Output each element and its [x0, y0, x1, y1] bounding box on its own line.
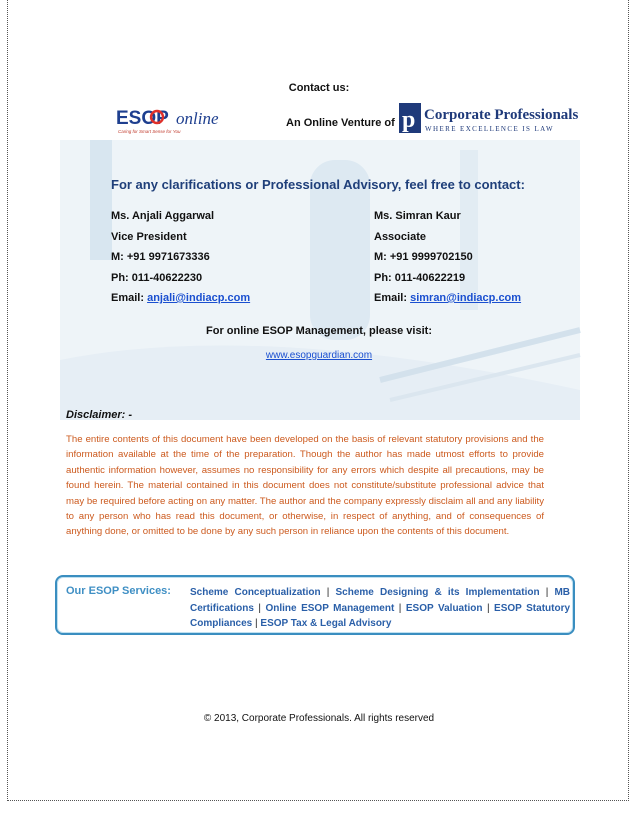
service-separator: |: [394, 602, 406, 614]
svg-text:WHERE EXCELLENCE IS LAW: WHERE EXCELLENCE IS LAW: [425, 125, 555, 133]
copyright-text: © 2013, Corporate Professionals. All rights reserved: [203, 713, 435, 724]
contact-card-left: [111, 206, 250, 309]
disclaimer-text: The entire contents of this document have been developed on the basis of relevant statutory provisions and the information available at the time of the preparation. Though the author has made utmost efforts to provide authentic information however, assumes no responsibility for any errors which despite all precautions, may be found herein. The material contained in this document does not constitute/substitute professional advice that may be required before acting on any matter. The author and the company expressly disclaim all and any liability to any person who has read this document, or otherwise, in respect of anything, and of consequences of anything done, or omitted to be done by any such person in reliance upon the contents of this document.: [66, 434, 544, 538]
contact-email-row: [111, 288, 250, 309]
svg-text:p: p: [402, 107, 416, 133]
contact-phone: Ph: 011-40622230: [111, 271, 203, 284]
service-item: Online ESOP Management: [265, 602, 395, 614]
contact-card-right: [374, 206, 521, 309]
services-label: Our ESOP Services:: [66, 585, 171, 597]
email-link[interactable]: simran@indiacp.com: [410, 292, 522, 304]
contact-title: Vice President: [111, 230, 187, 243]
service-item: ESOP Valuation: [405, 602, 483, 614]
email-label: Email:: [111, 292, 145, 304]
service-separator: |: [539, 587, 555, 598]
service-item: MB Certifications: [190, 587, 571, 614]
contact-name: Ms. Simran Kaur: [374, 210, 461, 222]
services-list: [190, 585, 570, 632]
service-separator: |: [252, 618, 261, 630]
service-item: ESOP Statutory Compliances: [190, 602, 571, 630]
website-link[interactable]: www.esopguardian.com: [265, 350, 373, 361]
contact-mobile: M: +91 9971673336: [111, 251, 210, 263]
svg-text:Caring for Smart Sense for You: Caring for Smart Sense for You: [118, 129, 181, 134]
email-link[interactable]: anjali@indiacp.com: [147, 292, 251, 304]
contact-mobile: M: +91 9999702150: [374, 251, 473, 263]
contact-email-row: [374, 288, 521, 309]
visit-text: For online ESOP Management, please visit:: [206, 325, 432, 337]
esop-online-logo: [116, 106, 236, 136]
svg-text:online: online: [176, 109, 219, 128]
corporate-professionals-logo: [399, 103, 579, 133]
email-label: Email:: [374, 292, 408, 304]
service-item: Scheme Conceptualization: [190, 587, 321, 598]
service-item: ESOP Tax & Legal Advisory: [260, 618, 392, 630]
service-separator: |: [253, 602, 266, 614]
clarification-heading: For any clarifications or Professional Advisory, feel free to contact:: [111, 177, 525, 192]
service-item: Scheme Designing & its Implementation: [335, 587, 540, 598]
venture-text: An Online Venture of: [286, 117, 395, 129]
disclaimer-title: Disclaimer: -: [66, 409, 133, 421]
contact-phone: Ph: 011-40622219: [374, 271, 466, 284]
contact-us-heading: Contact us:: [288, 82, 350, 94]
contact-title: Associate: [374, 230, 426, 243]
service-separator: |: [320, 587, 336, 598]
svg-text:ESOP: ESOP: [116, 108, 169, 129]
svg-text:Corporate Professionals: Corporate Professionals: [424, 107, 579, 123]
service-separator: |: [482, 602, 495, 614]
contact-name: Ms. Anjali Aggarwal: [111, 210, 215, 222]
